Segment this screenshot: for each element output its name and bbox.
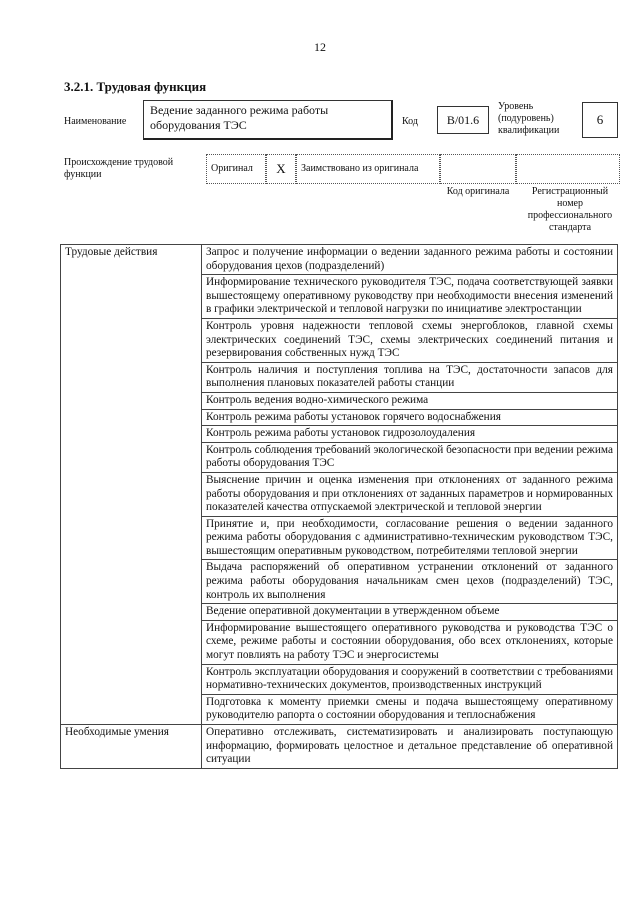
- labor-actions-item: Контроль эксплуатации оборудования и сооружений в соответствии с требованиями нормативно-технических документов, производственных инструкций: [202, 664, 618, 694]
- labor-actions-item: Контроль ведения водно-химического режима: [202, 392, 618, 409]
- level-value: 6: [582, 102, 618, 138]
- labor-actions-item: Выдача распоряжений об оперативном устранении отклонений от заданного режима работы оборудования начальникам смен цехов (подразделений) ТЭС, контроль их выполнения: [202, 560, 618, 604]
- original-mark: X: [266, 154, 296, 184]
- function-name-value: Ведение заданного режима работы оборудования ТЭС: [150, 103, 329, 132]
- function-name-box: [143, 100, 393, 140]
- labor-actions-item: Запрос и получение информации о ведении заданного режима работы и состоянии оборудования цехов (подразделений): [202, 245, 618, 275]
- code-value: В/01.6: [437, 106, 489, 134]
- labor-actions-item: Контроль уровня надежности тепловой схемы энергоблоков, главной схемы электрических соединений ТЭС, схемы электрических соединений питания и резервирования собственных нужд ТЭС: [202, 318, 618, 362]
- labor-actions-item: Контроль режима работы установок горячего водоснабжения: [202, 409, 618, 426]
- reg-number-caption: Регистрационный номер профессионального стандарта: [527, 186, 613, 233]
- reg-number-cell: [516, 154, 620, 184]
- name-label: Наименование: [64, 116, 127, 127]
- origin-row: [206, 154, 620, 184]
- labor-actions-header: Трудовые действия: [61, 245, 202, 725]
- original-code-caption: Код оригинала: [446, 186, 510, 197]
- labor-function-table: [60, 244, 618, 769]
- labor-actions-item: Информирование технического руководителя ТЭС, подача соответствующей заявки вышестоящему оперативному руководству при необходимости внесения изменений в графики электрической и тепловой нагрузки по инициативе электростанции: [202, 275, 618, 319]
- skills-item: Оперативно отслеживать, систематизировать и анализировать поступающую информацию, формировать целостное и детальное представление об оперативной ситуации: [202, 725, 618, 769]
- labor-actions-item: Выяснение причин и оценка изменения при отклонениях от заданного режима работы оборудования и при отклонениях от заданных параметров и нормированных показателей качества отпускаемой электрической и тепловой энергии: [202, 472, 618, 516]
- labor-actions-item: Ведение оперативной документации в утвержденном объеме: [202, 604, 618, 621]
- labor-actions-item: Подготовка к моменту приемки смены и подача вышестоящему оперативному руководителю рапорта о состоянии оборудования и теплоснабжения: [202, 694, 618, 724]
- labor-actions-item: Принятие и, при необходимости, согласование решения о ведении заданного режима работы оборудования с административно-техническим руководством ТЭС, вышестоящим оперативным руководством, потребителями тепловой энергии: [202, 516, 618, 560]
- labor-actions-item: Контроль соблюдения требований экологической безопасности при ведении режима работы оборудования ТЭС: [202, 442, 618, 472]
- labor-actions-item: Информирование вышестоящего оперативного руководства и руководства ТЭС о схеме, режиме работы и состоянии оборудования, обо всех отклонениях, которые могут повлиять на работу ТЭС и энергосистемы: [202, 620, 618, 664]
- code-label: Код: [402, 116, 418, 127]
- skills-row: [61, 725, 618, 769]
- borrowed-label: Заимствовано из оригинала: [301, 163, 419, 174]
- original-code-cell: [440, 154, 516, 184]
- labor-actions-item: Контроль наличия и поступления топлива на ТЭС, достаточности запасов для выполнения плановых показателей работы станции: [202, 362, 618, 392]
- labor-actions-row: [61, 245, 618, 275]
- origin-label: Происхождение трудовой функции: [64, 157, 174, 180]
- original-cell: [206, 154, 266, 184]
- original-label: Оригинал: [211, 163, 253, 174]
- page-number: 12: [314, 40, 326, 54]
- section-title: 3.2.1. Трудовая функция: [64, 79, 207, 94]
- labor-actions-item: Контроль режима работы установок гидрозолоудаления: [202, 426, 618, 443]
- level-label: Уровень (подуровень) квалификации: [498, 101, 560, 136]
- skills-header: Необходимые умения: [61, 725, 202, 769]
- borrowed-cell: [296, 154, 440, 184]
